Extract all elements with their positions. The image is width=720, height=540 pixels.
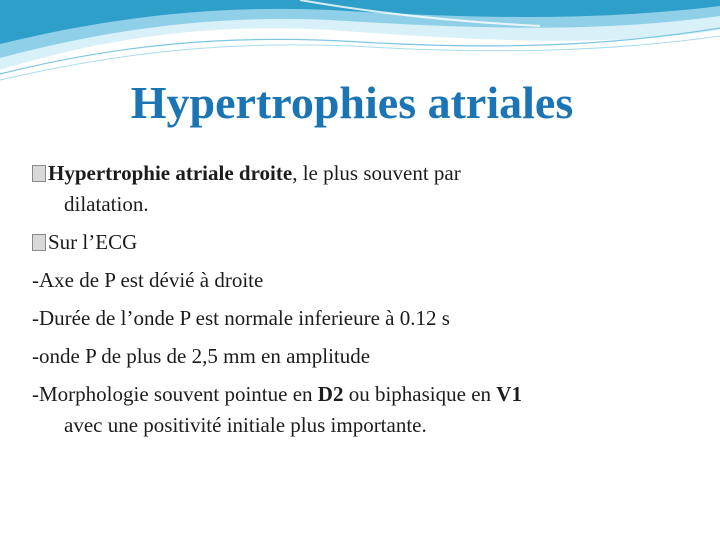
item-bold-text: Hypertrophie atriale droite — [48, 161, 293, 185]
list-item — [32, 379, 692, 410]
list-item: -Axe de P est dévié à droite — [32, 268, 264, 292]
bullet-icon — [32, 165, 46, 182]
item-bold-text: D2 — [317, 382, 344, 406]
item-text: Sur l’ECG — [48, 230, 138, 254]
list-item: -Durée de l’onde P est normale inferieure à 0.12 s — [32, 306, 450, 330]
list-item-continuation: avec une positivité initiale plus importante. — [64, 413, 427, 437]
item-text: ou biphasique en — [343, 382, 497, 406]
list-item: -onde P de plus de 2,5 mm en amplitude — [32, 344, 371, 368]
list-item — [32, 158, 692, 189]
item-text: -Morphologie souvent pointue en — [32, 382, 318, 406]
item-bold-text: V1 — [496, 382, 522, 406]
slide-title: Hypertrophies atriales — [130, 77, 574, 128]
slide-body — [32, 158, 692, 441]
list-item — [32, 227, 692, 258]
list-item-continuation: dilatation. — [64, 192, 149, 216]
item-text: , le plus souvent par — [292, 161, 461, 185]
bullet-icon — [32, 234, 46, 251]
